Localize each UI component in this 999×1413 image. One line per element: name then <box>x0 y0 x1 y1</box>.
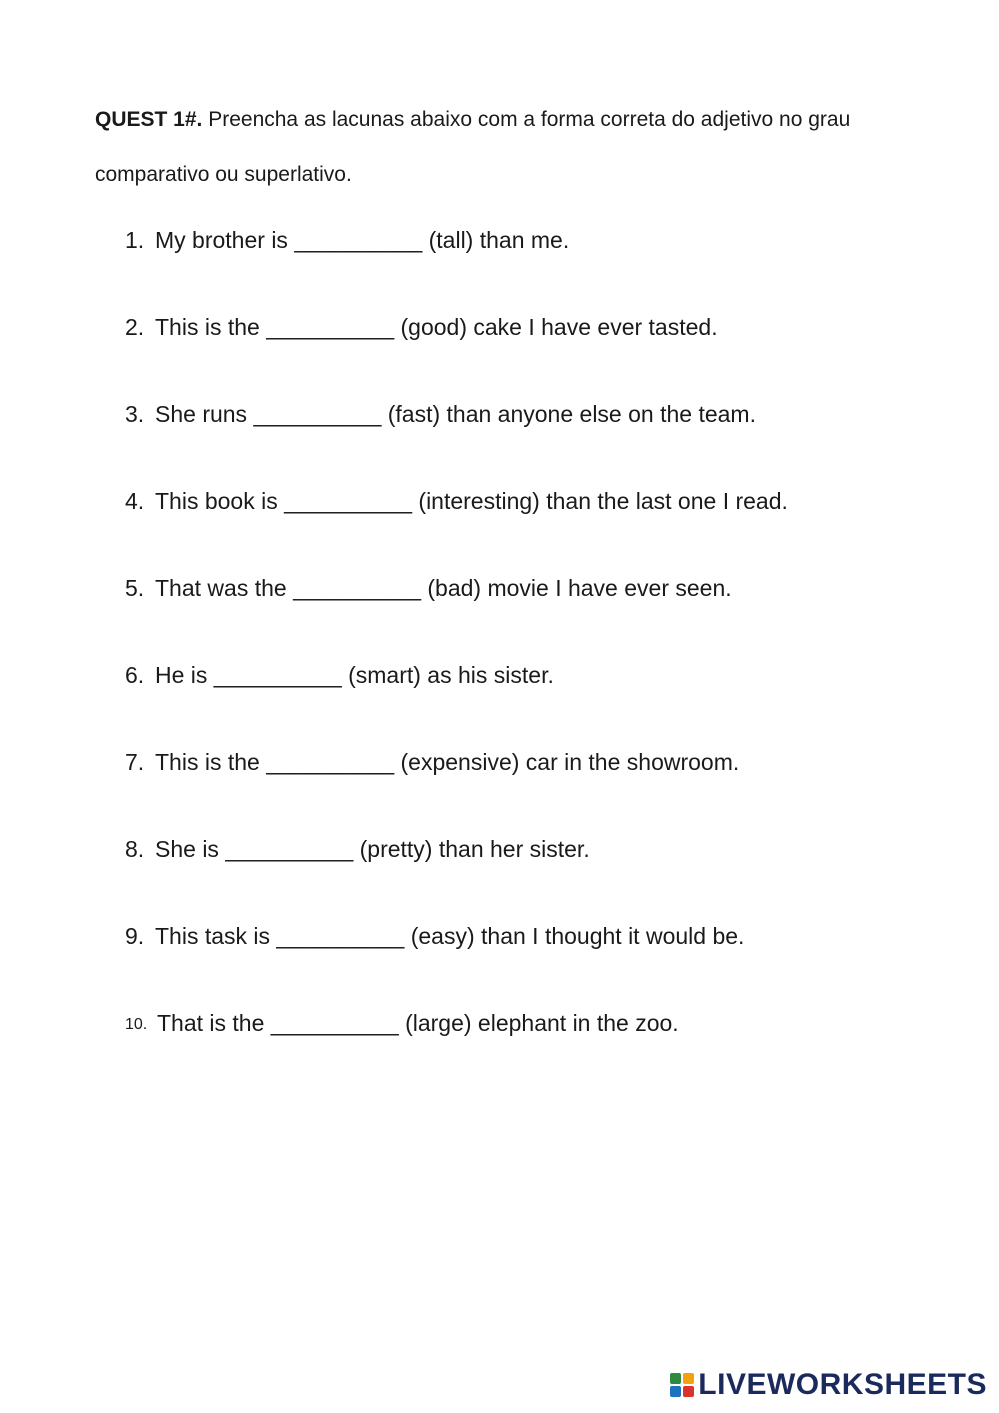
exercise-number: 9. <box>125 923 145 949</box>
exercise-sentence: He is __________ (smart) as his sister. <box>155 662 554 688</box>
liveworksheets-logo-icon <box>670 1373 694 1397</box>
exercise-number: 3. <box>125 401 145 427</box>
exercise-number: 6. <box>125 662 145 688</box>
exercise-sentence: That is the __________ (large) elephant in the zoo. <box>157 1010 679 1036</box>
exercise-number: 4. <box>125 488 145 514</box>
logo-square-2 <box>683 1373 694 1384</box>
logo-square-1 <box>670 1373 681 1384</box>
logo-square-4 <box>683 1386 694 1397</box>
exercise-sentence: This task is __________ (easy) than I thought it would be. <box>155 923 745 949</box>
exercise-number: 5. <box>125 575 145 601</box>
exercise-number: 1. <box>125 227 145 253</box>
exercise-sentence: This book is __________ (interesting) than the last one I read. <box>155 488 788 514</box>
brand-logo <box>670 1367 987 1403</box>
quest-label: QUEST 1#. <box>95 108 203 131</box>
instructions-text: Preencha as lacunas abaixo com a forma correta do adjetivo no grau comparativo ou superlativo. <box>95 108 851 186</box>
exercise-sentence: My brother is __________ (tall) than me. <box>155 227 570 253</box>
exercise-sentence: That was the __________ (bad) movie I have ever seen. <box>155 575 732 601</box>
exercise-sentence: This is the __________ (expensive) car in the showroom. <box>155 749 740 775</box>
exercise-number: 2. <box>125 314 145 340</box>
exercise-number: 7. <box>125 749 145 775</box>
exercise-number: 8. <box>125 836 145 862</box>
logo-square-3 <box>670 1386 681 1397</box>
exercise-sentence: This is the __________ (good) cake I have ever tasted. <box>155 314 718 340</box>
brand-name: LIVEWORKSHEETS <box>698 1368 987 1401</box>
instructions <box>95 92 915 202</box>
exercise-sentence: She runs __________ (fast) than anyone else on the team. <box>155 401 756 427</box>
exercise-number: 10. <box>125 1016 148 1033</box>
exercise-sentence: She is __________ (pretty) than her sister. <box>155 836 590 862</box>
